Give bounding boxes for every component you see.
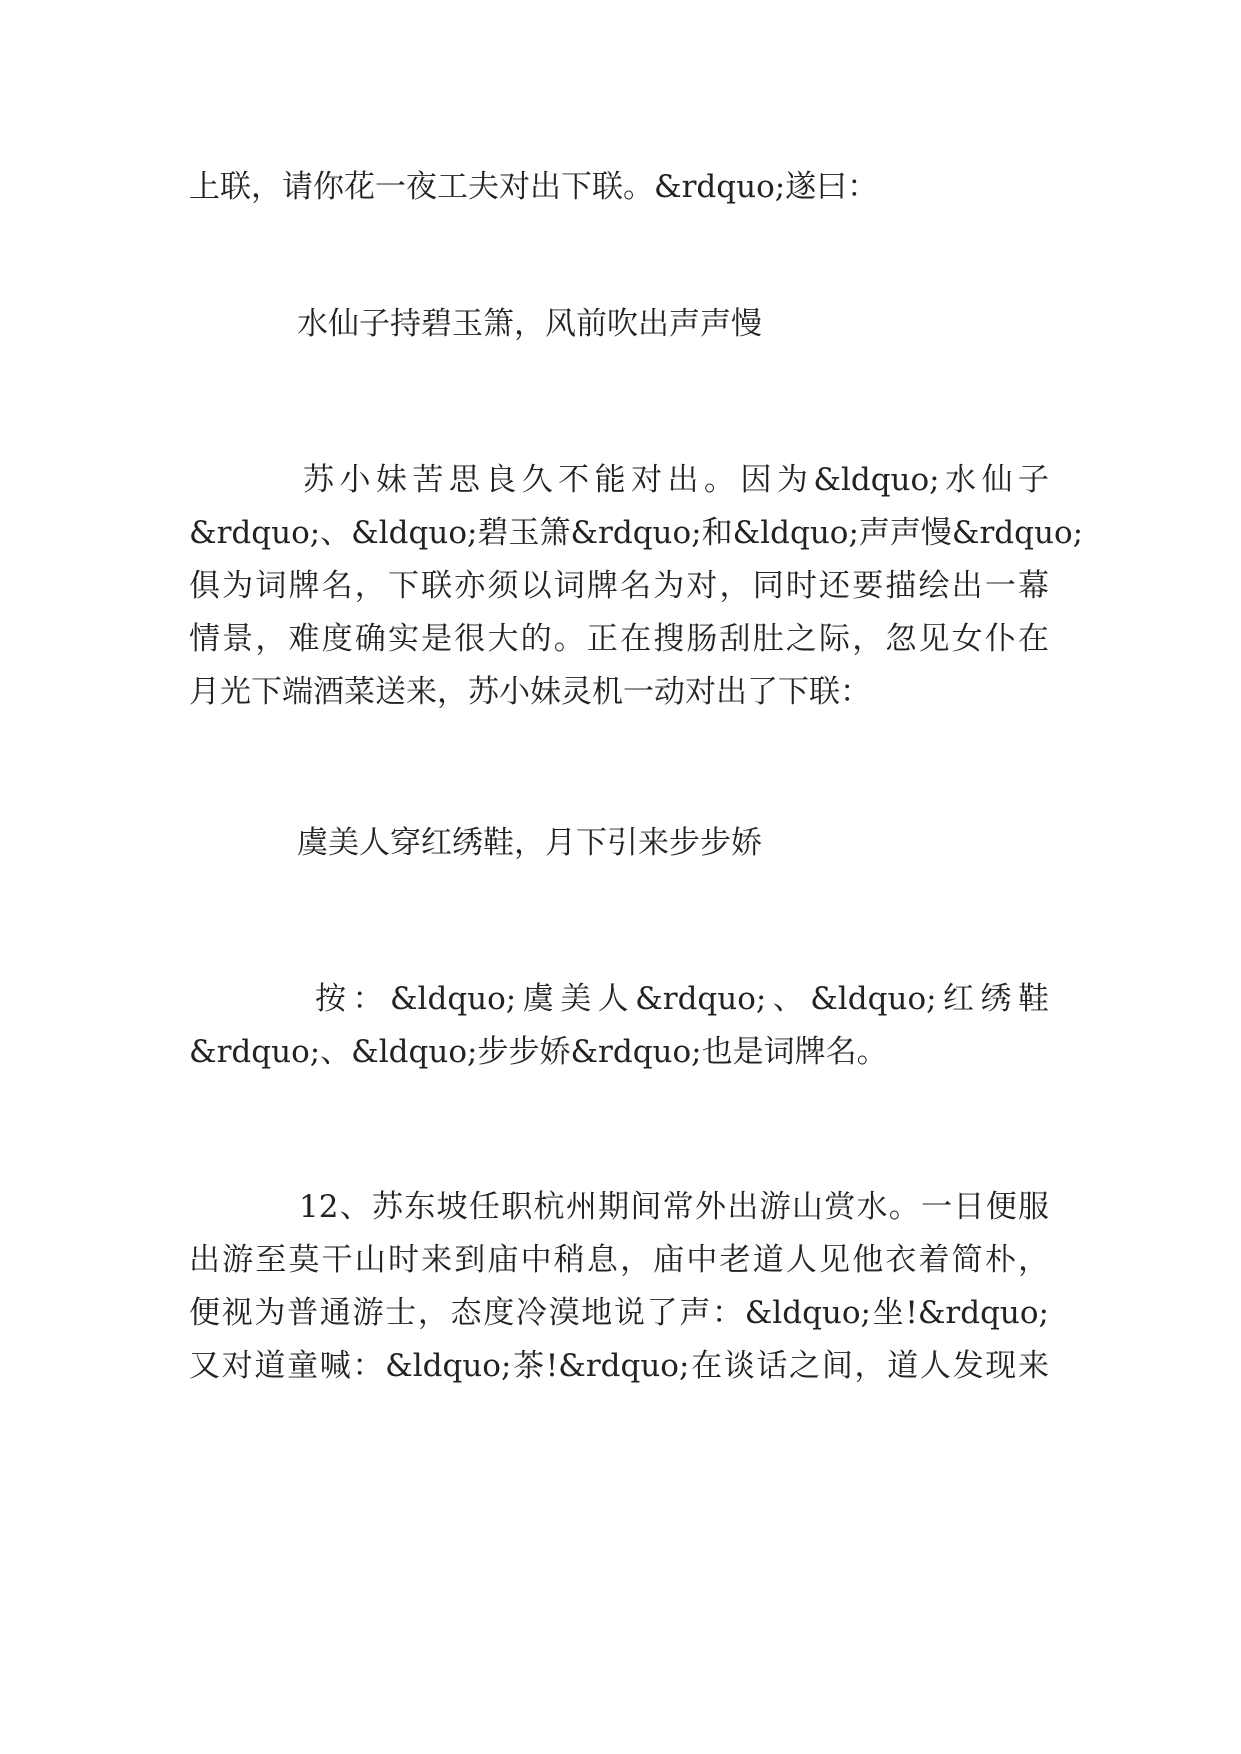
- text-line: 便视为普通游士，态度冷漠地说了声：&ldquo;坐!&rdquo;: [189, 1295, 1049, 1331]
- text-line: 苏小妹苦思良久不能对出。因为&ldquo;水仙子: [303, 462, 1049, 498]
- text-line: &rdquo;、&ldquo;步步娇&rdquo;也是词牌名。: [189, 1034, 888, 1070]
- verse-line: 虞美人穿红绣鞋，月下引来步步娇: [297, 825, 762, 861]
- text-line: 情景，难度确实是很大的。正在搜肠刮肚之际，忽见女仆在: [189, 621, 1049, 657]
- text-line: 又对道童喊：&ldquo;茶!&rdquo;在谈话之间，道人发现来: [189, 1348, 1049, 1384]
- text-line: 12、苏东坡任职杭州期间常外出游山赏水。一日便服: [299, 1189, 1049, 1225]
- text-line: 上联，请你花一夜工夫对出下联。&rdquo;遂曰：: [189, 169, 879, 205]
- text-line: 俱为词牌名，下联亦须以词牌名为对，同时还要描绘出一幕: [189, 568, 1049, 604]
- text-line: 出游至莫干山时来到庙中稍息，庙中老道人见他衣着简朴，: [189, 1242, 1049, 1278]
- text-line: 月光下端酒菜送来，苏小妹灵机一动对出了下联：: [189, 674, 871, 710]
- verse-line: 水仙子持碧玉箫，风前吹出声声慢: [297, 306, 762, 342]
- text-line: &rdquo;、&ldquo;碧玉箫&rdquo;和&ldquo;声声慢&rdquo;: [189, 515, 1084, 551]
- text-line: 按：&ldquo;虞美人&rdquo;、&ldquo;红绣鞋: [315, 981, 1049, 1017]
